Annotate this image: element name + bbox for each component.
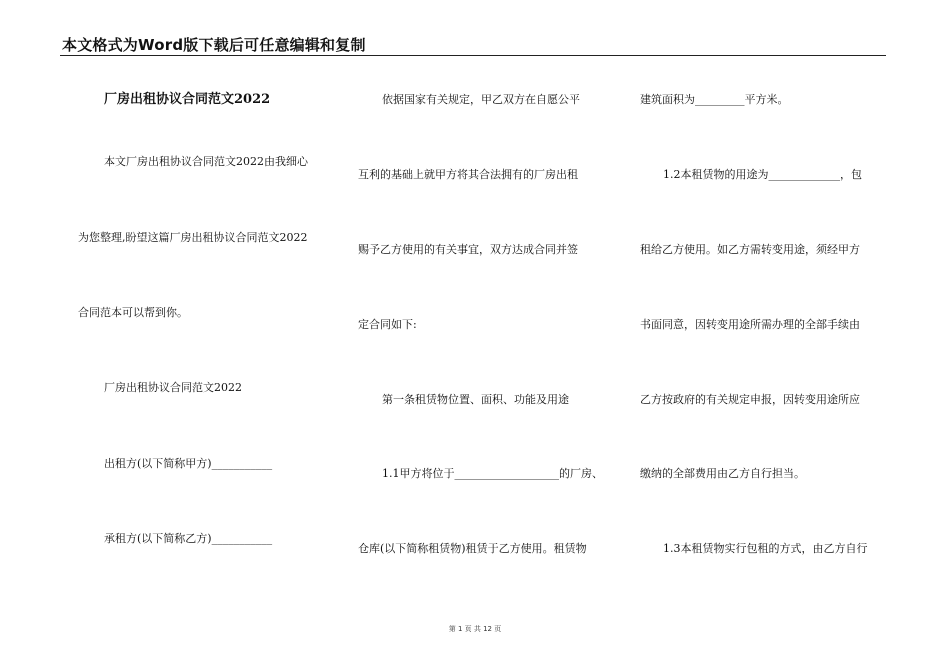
paragraph-line: 乙方按政府的有关规定申报，因转变用途所应 bbox=[640, 393, 860, 406]
lessor-line: 出租方(以下简称甲方)___________ bbox=[104, 457, 273, 470]
page-footer: 第 1 页 共 12 页 bbox=[448, 625, 502, 633]
paragraph-line: 互利的基础上就甲方将其合法拥有的厂房出租 bbox=[358, 168, 578, 181]
paragraph-line: 1.1甲方将位于___________________的厂房、 bbox=[382, 467, 603, 480]
paragraph-line: 依据国家有关规定，甲乙双方在自愿公平 bbox=[382, 93, 580, 106]
paragraph-line: 定合同如下: bbox=[358, 318, 417, 331]
paragraph-line: 1.3本租赁物实行包租的方式，由乙方自行 bbox=[663, 542, 868, 555]
paragraph-line: 赐予乙方使用的有关事宜，双方达成合同并签 bbox=[358, 243, 578, 256]
lessee-line: 承租方(以下简称乙方)___________ bbox=[104, 532, 273, 545]
paragraph-line: 1.2本租赁物的用途为_____________，包 bbox=[663, 168, 862, 181]
header-text: 本文格式为Word版下载后可任意编辑和复制 bbox=[62, 36, 366, 54]
header-rule bbox=[60, 55, 886, 56]
paragraph-line: 建筑面积为_________平方米。 bbox=[640, 93, 789, 106]
paragraph-line: 租给乙方使用。如乙方需转变用途，须经甲方 bbox=[640, 243, 860, 256]
paragraph-line: 合同范本可以帮到你。 bbox=[78, 306, 188, 319]
paragraph-line: 本文厂房出租协议合同范文2022由我细心 bbox=[104, 155, 308, 168]
section-heading: 厂房出租协议合同范文2022 bbox=[104, 381, 242, 394]
paragraph-line: 为您整理,盼望这篇厂房出租协议合同范文2022 bbox=[78, 231, 308, 244]
paragraph-line: 书面同意，因转变用途所需办理的全部手续由 bbox=[640, 318, 860, 331]
document-title: 厂房出租协议合同范文2022 bbox=[104, 92, 271, 107]
article-heading: 第一条租赁物位置、面积、功能及用途 bbox=[382, 393, 569, 406]
paragraph-line: 仓库(以下简称租赁物)租赁于乙方使用。租赁物 bbox=[358, 542, 587, 555]
paragraph-line: 缴纳的全部费用由乙方自行担当。 bbox=[640, 467, 805, 480]
